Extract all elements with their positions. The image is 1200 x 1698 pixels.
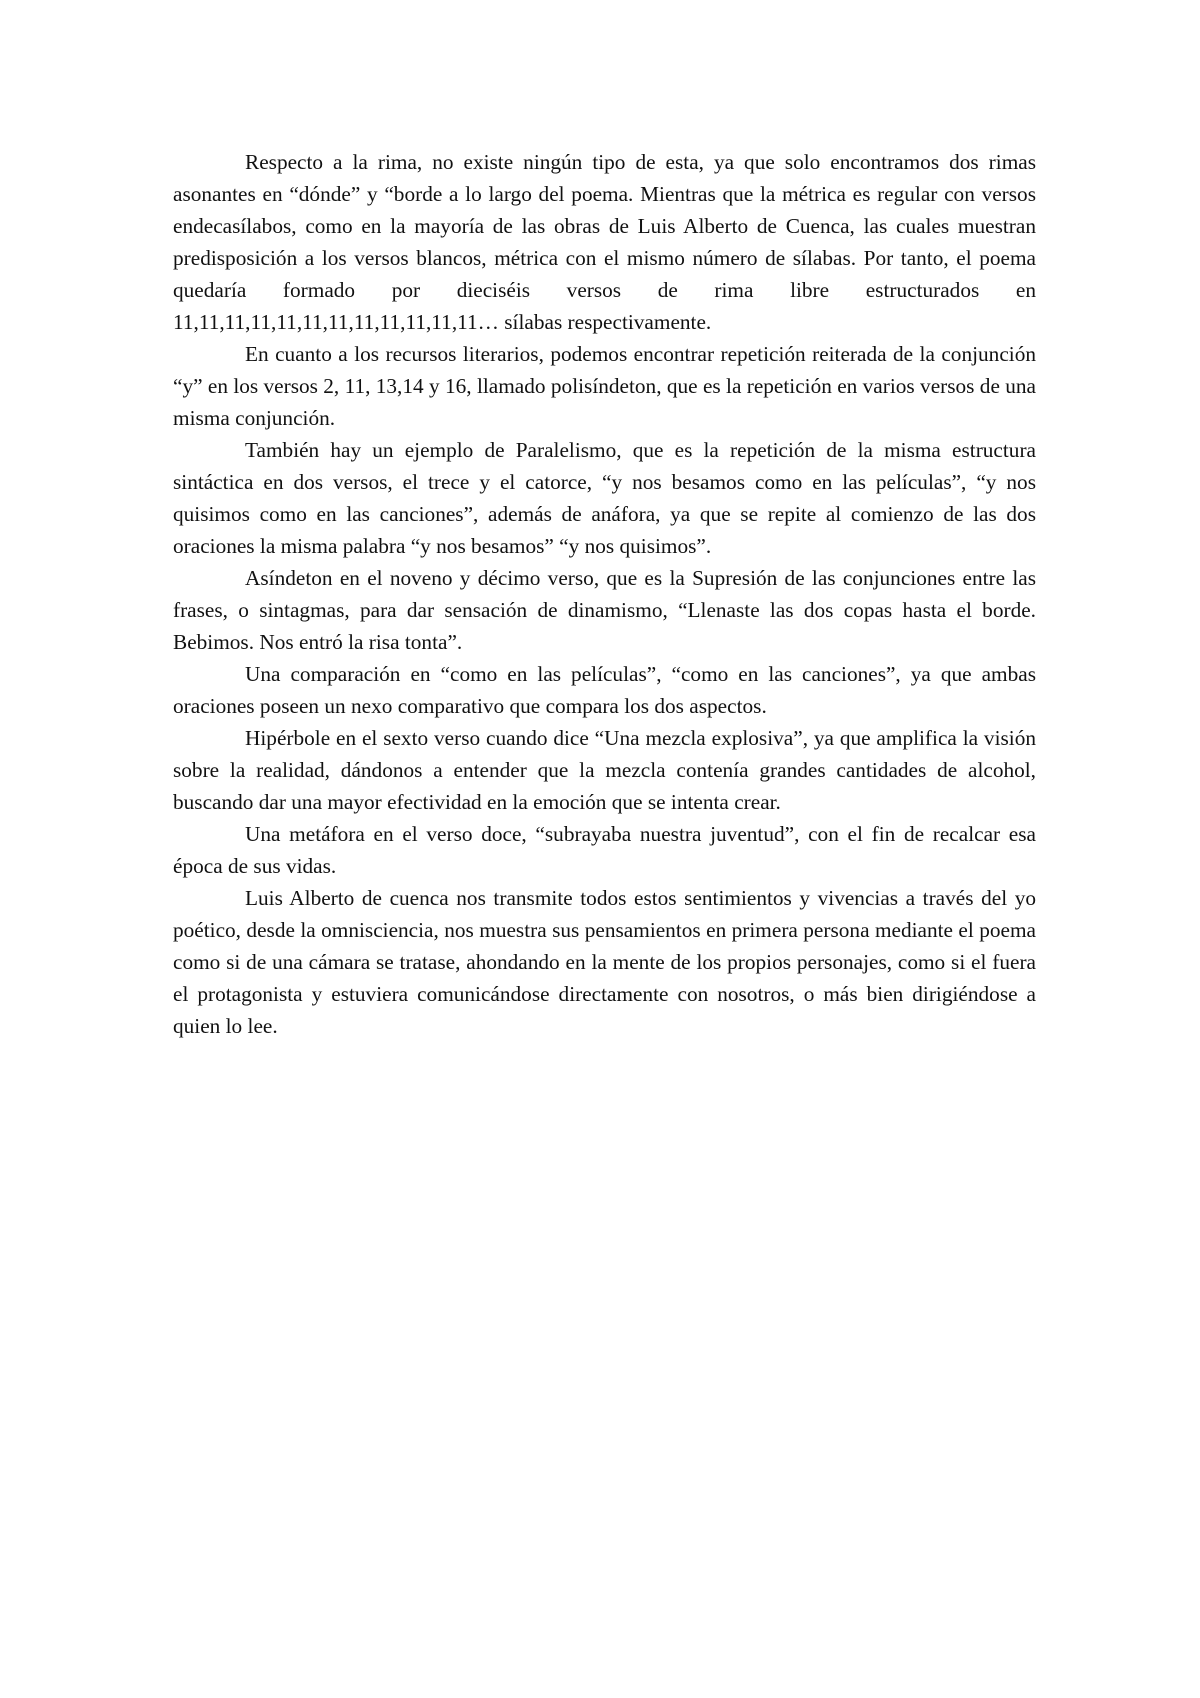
paragraph-rima: Respecto a la rima, no existe ningún tipo de esta, ya que solo encontramos dos rimas asonantes en “dónde” y “borde a lo largo del poema. Mientras que la métrica es regular con versos endecasílabos, como en la mayoría de las obras de Luis Alberto de Cuenca, las cuales muestran predisposición a los versos blancos, métrica con el mismo número de sílabas. Por tanto, el poema quedaría formado por dieciséis versos de rima libre estructurados en 11,11,11,11,11,11,11,11,11,11,11,11… sílabas respectivamente. bbox=[173, 150, 1036, 334]
document-body bbox=[173, 146, 1036, 1042]
paragraph-paralelismo: También hay un ejemplo de Paralelismo, que es la repetición de la misma estructura sintáctica en dos versos, el trece y el catorce, “y nos besamos como en las películas”, “y nos quisimos como en las canciones”, además de anáfora, ya que se repite al comienzo de las dos oraciones la misma palabra “y nos besamos” “y nos quisimos”. bbox=[173, 438, 1036, 558]
paragraph-recursos-literarios: En cuanto a los recursos literarios, podemos encontrar repetición reiterada de la conjunción “y” en los versos 2, 11, 13,14 y 16, llamado polisíndeton, que es la repetición en varios versos de una misma conjunción. bbox=[173, 342, 1036, 430]
paragraph-hiperbole: Hipérbole en el sexto verso cuando dice “Una mezcla explosiva”, ya que amplifica la visión sobre la realidad, dándonos a entender que la mezcla contenía grandes cantidades de alcohol, buscando dar una mayor efectividad en la emoción que se intenta crear. bbox=[173, 726, 1036, 814]
paragraph-asindeton: Asíndeton en el noveno y décimo verso, que es la Supresión de las conjunciones entre las frases, o sintagmas, para dar sensación de dinamismo, “Llenaste las dos copas hasta el borde. Bebimos. Nos entró la risa tonta”. bbox=[173, 566, 1036, 654]
paragraph-comparacion: Una comparación en “como en las películas”, “como en las canciones”, ya que ambas oraciones poseen un nexo comparativo que compara los dos aspectos. bbox=[173, 662, 1036, 718]
paragraph-conclusion: Luis Alberto de cuenca nos transmite todos estos sentimientos y vivencias a través del yo poético, desde la omnisciencia, nos muestra sus pensamientos en primera persona mediante el poema como si de una cámara se tratase, ahondando en la mente de los propios personajes, como si el fuera el protagonista y estuviera comunicándose directamente con nosotros, o más bien dirigiéndose a quien lo lee. bbox=[173, 886, 1036, 1038]
paragraph-metafora: Una metáfora en el verso doce, “subrayaba nuestra juventud”, con el fin de recalcar esa época de sus vidas. bbox=[173, 822, 1036, 878]
